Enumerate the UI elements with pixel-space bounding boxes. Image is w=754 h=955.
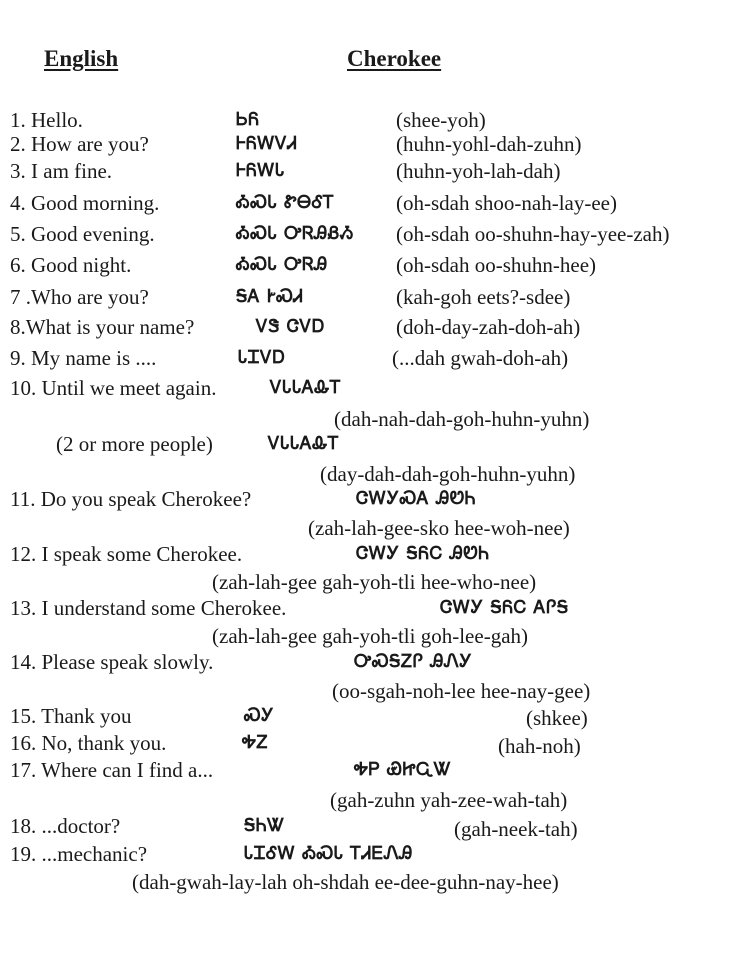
pronunciation: (gah-zuhn yah-zee-wah-tah) [330,788,568,812]
pronunciation: (doh-day-zah-doh-ah) [396,315,581,339]
pronunciation: (dah-gwah-lay-lah oh-shdah ee-dee-guhn-nay-hee) [132,870,559,894]
cherokee-syllabary: ᏓᏆᏙᎠ [238,347,286,368]
english-phrase: 1. Hello. [10,108,83,132]
cherokee-syllabary: ᏙᏕ ᏣᏙᎠ [256,316,325,337]
pronunciation: (shkee) [526,706,588,730]
cherokee-syllabary: ᎦᏂᏔ [244,815,285,836]
cherokee-column-header: Cherokee [347,46,442,71]
pronunciation: (dah-nah-dah-goh-huhn-yuhn) [334,407,590,431]
english-phrase: 5. Good evening. [10,222,155,246]
english-phrase: 6. Good night. [10,253,132,277]
english-phrase: 9. My name is .... [10,346,157,370]
english-phrase: 8.What is your name? [10,315,195,339]
cherokee-syllabary: ᏙᏓᏓᎪᎲᎢ [270,377,342,398]
english-phrase: 14. Please speak slowly. [10,650,214,674]
english-phrase: 19. ...mechanic? [10,842,148,866]
pronunciation: (shee-yoh) [396,108,486,132]
pronunciation: (kah-goh eets?-sdee) [396,285,571,309]
pronunciation: (day-dah-dah-goh-huhn-yuhn) [320,462,576,486]
english-phrase: 15. Thank you [10,704,132,728]
cherokee-syllabary: ᏍᎩ [244,705,275,726]
cherokee-syllabary: ᏣᎳᎩ ᎦᏲᏟ ᎯᏬᏂ [356,543,490,564]
pronunciation: (huhn-yoh-lah-dah) [396,159,561,183]
cherokee-syllabary: ᎰᏲᎳᏓ [236,160,285,181]
english-phrase: 3. I am fine. [10,159,113,183]
pronunciation: (zah-lah-gee-sko hee-woh-nee) [308,516,570,540]
pronunciation: (zah-lah-gee gah-yoh-tli goh-lee-gah) [212,624,529,648]
english-phrase: 18. ...doctor? [10,814,121,838]
cherokee-syllabary: ᎦᎪ ᎨᏍᏗ [236,286,304,307]
pronunciation: (oo-sgah-noh-lee hee-nay-gee) [332,679,591,703]
cherokee-syllabary: ᏙᏓᏓᎪᎲᎢ [268,433,340,454]
cherokee-syllabary: ᏏᏲ [236,109,260,130]
english-phrase: 4. Good morning. [10,191,160,215]
cherokee-syllabary: ᎣᏍᏓ ᎤᏒᎯᏰᏱ [236,223,354,244]
cherokee-syllabary: ᏣᎳᎩᏍᎪ ᎯᏬᏂ [356,488,477,509]
cherokee-syllabary: ᎤᏍᎦᏃᎵ ᎯᏁᎩ [354,651,473,672]
english-phrase: 10. Until we meet again. [10,376,217,400]
english-phrase: 12. I speak some Cherokee. [10,542,243,566]
cherokee-syllabary: ᏣᎳᎩ ᎦᏲᏟ ᎪᎵᎦ [440,597,569,618]
english-phrase: 7 .Who are you? [10,285,149,309]
pronunciation: (oh-sdah shoo-nah-lay-ee) [396,191,617,215]
pronunciation: (huhn-yohl-dah-zuhn) [396,132,582,156]
pronunciation: (gah-neek-tah) [454,817,578,841]
cherokee-syllabary: ᎣᏍᏓ ᎤᏒᎯ [236,254,328,275]
english-column-header: English [44,46,119,71]
english-phrase: 16. No, thank you. [10,731,167,755]
english-phrase: 11. Do you speak Cherokee? [10,487,252,511]
cherokee-syllabary: ᎰᏲᎳᏙᏗ [236,133,298,154]
pronunciation: (zah-lah-gee gah-yoh-tli hee-who-nee) [212,570,537,594]
english-phrase: 17. Where can I find a... [10,758,214,782]
cherokee-syllabary: ᎭᏃ [242,732,269,753]
english-phrase: (2 or more people) [56,432,213,456]
pronunciation: (hah-noh) [498,734,581,758]
cherokee-syllabary: ᎣᏍᏓ ᏑᎾᎴᎢ [236,192,335,213]
pronunciation: (oh-sdah oo-shuhn-hay-yee-zah) [396,222,670,246]
cherokee-syllabary: ᎭᏢ ᏯᏥᏩᏔ [354,759,452,780]
english-phrase: 2. How are you? [10,132,149,156]
pronunciation: (oh-sdah oo-shuhn-hee) [396,253,597,277]
pronunciation: (...dah gwah-doh-ah) [392,346,569,370]
cherokee-syllabary: ᏓᏆᎴᎳ ᎣᏍᏓ ᎢᏗᎬᏁᎯ [244,843,413,864]
english-phrase: 13. I understand some Cherokee. [10,596,287,620]
